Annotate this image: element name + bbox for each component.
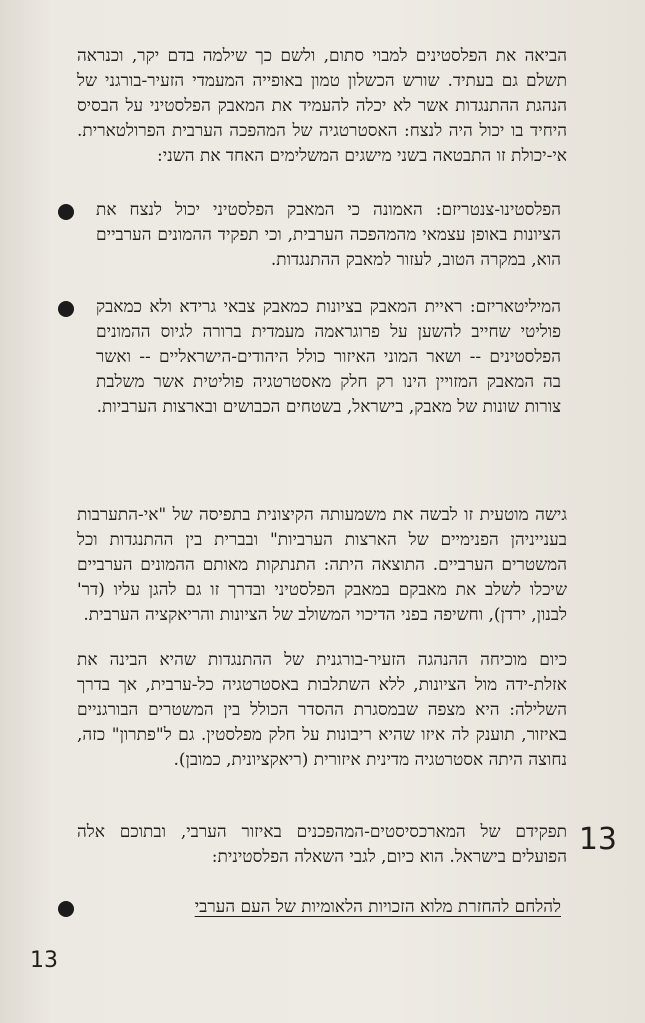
paragraph-section-13: תפקידם של המארכסיסטים-המהפכנים באיזור הערבי, ובתוכם אלה הפועלים בישראל. הוא כיום, לגבי השאלה הפלסטינית: xyxy=(77,822,567,867)
bullet-item-national-rights xyxy=(47,895,567,920)
bullet-item-militarism xyxy=(47,295,567,420)
section-number: 13 xyxy=(578,822,617,857)
bullet-dot-icon xyxy=(58,901,74,917)
bullet-item-palestino-centrism xyxy=(47,198,567,273)
bullet-text: להלחם להחזרת מלוא הזכויות הלאומיות של העם הערבי xyxy=(194,897,561,917)
bullet-text: הפלסטינו-צנטריזם: האמונה כי המאבק הפלסטיני יכול לנצח את הציונות באופן עצמאי מהמהפכה הערבית, וכי תפקיד ההמונים הערביים הוא, במקרה הטוב, לעזור למאבק ההתנגדות. xyxy=(96,200,561,270)
bullet-dot-icon xyxy=(58,301,74,317)
page-number: 13 xyxy=(30,948,58,973)
bullet-text: המיליטאריזם: ראיית המאבק בציונות כמאבק צבאי גרידא ולא כמאבק פוליטי שחייב להשען על פרוגראמה מעמדית ברורה לגיוס ההמונים הפלסטינים -- ושאר המוני האיזור כולל היהודים-הישראליים -- ואשר בה המאבק המזויין הינו רק חלק מאסטרטגיה פוליטית אשר משלבת צורות שונות של מאבק, בישראל, בשטחים הכבושים ובארצות הערביות. xyxy=(96,297,561,417)
paragraph-leadership: כיום מוכיחה ההנהגה הזעיר-בורגנית של ההתנגדות שהיא הבינה את אזלת-ידה מול הציונות, ללא השתלבות באסטרטגיה כל-ערבית, אך בדרך השלילה: היא מצפה שבמסגרת ההסדר הכולל בין המשטרים הבורגניים באיזור, תוענק לה איזו שהיא ריבונות על חלק מפלסטין. גם ל"פתרון" כזה, נחוצה היתה אסטרטגיה מדינית איזורית (ריאקציונית, כמובן). xyxy=(77,650,567,770)
paragraph-non-intervention: גישה מוטעית זו לבשה את משמעותה הקיצונית בתפיסה של "אי-התערבות בענייניהן הפנימיים של הארצות הערביות" ובברית בין ההתנגדות וכל המשטרים הערביים. התוצאה היתה: התנתקות מאותם ההמונים הערביים שיכלו לשלב את מאבקם במאבק הפלסטיני ובדרך זו גם להגן עליו (דר' לבנון, ירדן), וחשיפה בפני הדיכוי המשולב של הציונות והריאקציה הערבית. xyxy=(77,505,567,625)
bullet-dot-icon xyxy=(58,204,74,220)
paragraph-intro: הביאה את הפלסטינים למבוי סתום, ולשם כך שילמה בדם יקר, וכנראה תשלם גם בעתיד. שורש הכשלון טמון באופייה המעמדי הזעיר-בורגני של הנהגת ההתנגדות אשר לא יכלה להעמיד את המאבק הפלסטיני על הבסיס היחיד בו יכול היה לנצח: האסטרטגיה של המהפכה הערבית הפרולטארית. אי-יכולת זו התבטאה בשני מישגים המשלימים האחד את השני: xyxy=(77,46,567,166)
